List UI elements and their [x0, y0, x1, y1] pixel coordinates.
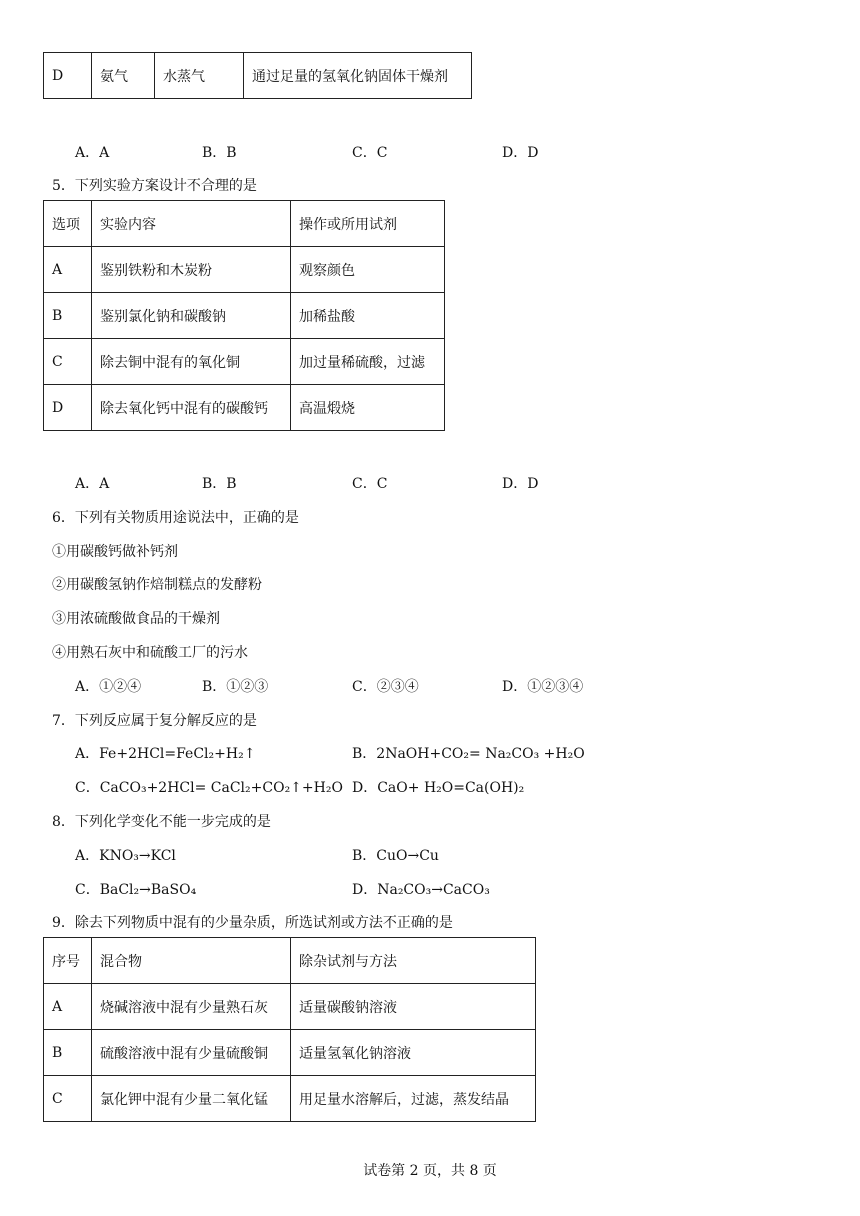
table-cell: 鉴别铁粉和木炭粉 [92, 247, 291, 293]
q9-table [43, 937, 536, 1122]
option-b: B．B [202, 476, 237, 492]
table-header-cell: 操作或所用试剂 [291, 201, 445, 247]
table-cell: 氯化钾中混有少量二氧化锰 [92, 1076, 291, 1122]
table-top-fragment [43, 52, 472, 99]
q8-stem: 8．下列化学变化不能一步完成的是 [52, 814, 271, 830]
table-cell: 适量碳酸钠溶液 [291, 984, 536, 1030]
table-row [44, 1076, 536, 1122]
table-header-cell: 实验内容 [92, 201, 291, 247]
table-cell: 加过量稀硫酸，过滤 [291, 339, 445, 385]
table-header-cell: 选项 [44, 201, 92, 247]
table-cell: 加稀盐酸 [291, 293, 445, 339]
q6-stem: 6．下列有关物质用途说法中，正确的是 [52, 510, 299, 526]
q5-table [43, 200, 445, 431]
option-c: C．BaCl₂→BaSO₄ [75, 882, 197, 898]
option-c: C．②③④ [352, 679, 419, 695]
table-cell: 水蒸气 [155, 53, 244, 99]
table-row [44, 984, 536, 1030]
table-row [44, 53, 472, 99]
table-header-cell: 序号 [44, 938, 92, 984]
option-b: B．2NaOH+CO₂= Na₂CO₃ +H₂O [352, 746, 585, 762]
table-cell: 用足量水溶解后，过滤，蒸发结晶 [291, 1076, 536, 1122]
option-c: C．CaCO₃+2HCl= CaCl₂+CO₂↑+H₂O [75, 780, 343, 796]
table-cell: B [44, 293, 92, 339]
q9-stem: 9．除去下列物质中混有的少量杂质，所选试剂或方法不正确的是 [52, 915, 453, 931]
table-row [44, 1030, 536, 1076]
option-d: D．CaO+ H₂O=Ca(OH)₂ [352, 780, 525, 796]
table-cell: 适量氢氧化钠溶液 [291, 1030, 536, 1076]
page-footer: 试卷第 2 页，共 8 页 [363, 1163, 497, 1179]
table-row [44, 385, 445, 431]
option-d: D．①②③④ [502, 679, 584, 695]
option-a: A．KNO₃→KCl [75, 848, 176, 864]
table-cell: 通过足量的氢氧化钠固体干燥剂 [244, 53, 472, 99]
table-cell: 氨气 [92, 53, 155, 99]
option-c: C．C [352, 145, 388, 161]
option-d: D．D [502, 145, 539, 161]
table-row [44, 247, 445, 293]
table-cell: A [44, 984, 92, 1030]
table-header-cell: 除杂试剂与方法 [291, 938, 536, 984]
table-cell: B [44, 1030, 92, 1076]
option-b: B．①②③ [202, 679, 269, 695]
table-header-cell: 混合物 [92, 938, 291, 984]
table-cell: D [44, 385, 92, 431]
q6-item: ③用浓硫酸做食品的干燥剂 [52, 611, 220, 627]
table-cell: 高温煅烧 [291, 385, 445, 431]
table-cell: C [44, 1076, 92, 1122]
table-row [44, 293, 445, 339]
table-cell: D [44, 53, 92, 99]
table-cell: A [44, 247, 92, 293]
q7-stem: 7．下列反应属于复分解反应的是 [52, 713, 257, 729]
q6-item: ①用碳酸钙做补钙剂 [52, 544, 178, 560]
table-cell: 硫酸溶液中混有少量硫酸铜 [92, 1030, 291, 1076]
table-row [44, 339, 445, 385]
table-cell: 除去铜中混有的氧化铜 [92, 339, 291, 385]
table-cell: 观察颜色 [291, 247, 445, 293]
table-header-row [44, 938, 536, 984]
q6-item: ④用熟石灰中和硫酸工厂的污水 [52, 645, 248, 661]
table-cell: C [44, 339, 92, 385]
option-c: C．C [352, 476, 388, 492]
option-a: A．①②④ [75, 679, 142, 695]
table-cell: 除去氧化钙中混有的碳酸钙 [92, 385, 291, 431]
table-cell: 鉴别氯化钠和碳酸钠 [92, 293, 291, 339]
table-cell: 烧碱溶液中混有少量熟石灰 [92, 984, 291, 1030]
q6-item: ②用碳酸氢钠作焙制糕点的发酵粉 [52, 577, 262, 593]
option-a: A．A [75, 476, 110, 492]
q5-stem: 5．下列实验方案设计不合理的是 [52, 178, 257, 194]
option-a: A．Fe+2HCl=FeCl₂+H₂↑ [75, 746, 256, 762]
option-d: D．D [502, 476, 539, 492]
option-b: B．B [202, 145, 237, 161]
option-d: D．Na₂CO₃→CaCO₃ [352, 882, 490, 898]
option-a: A．A [75, 145, 110, 161]
table-header-row [44, 201, 445, 247]
option-b: B．CuO→Cu [352, 848, 439, 864]
